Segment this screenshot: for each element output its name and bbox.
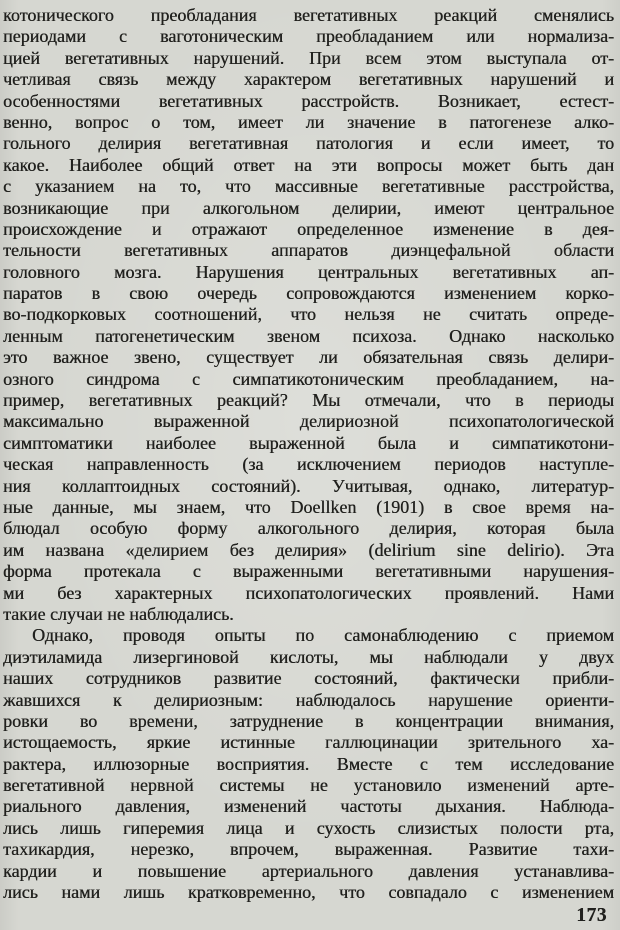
text-line: возникающие при алкогольном делирии, имеют центральное — [3, 197, 614, 218]
text-line: симптоматики наиболее выраженной была и симпатикотони- — [3, 432, 614, 453]
text-line: цией вегетативных нарушений. При всем этом выступала от- — [3, 47, 614, 68]
paragraph-2 — [3, 625, 614, 903]
text-line: тельности вегетативных аппаратов диэнцефальной области — [3, 240, 614, 261]
text-line: им названа «делирием без делирия» (delirium sine delirio). Эта — [3, 539, 614, 560]
text-line: происхождение и отражают определенное изменение в дея- — [3, 218, 614, 239]
text-line: особенностями вегетативных расстройств. Возникает, естест- — [3, 90, 614, 111]
text-line: кардии и повышение артериального давления устанавлива- — [3, 860, 614, 881]
page-text — [3, 5, 614, 903]
text-line: периодами с ваготоническим преобладанием или нормализа- — [3, 26, 614, 47]
text-line: ми без характерных психопатологических проявлений. Нами — [3, 582, 614, 603]
text-line: Однако, проводя опыты по самонаблюдению с приемом — [32, 625, 614, 646]
text-line: паратов в свою очередь сопровождаются изменением корко- — [3, 283, 614, 304]
text-line: ческая направленность (за исключением периодов наступле- — [3, 454, 614, 475]
text-line: ные данные, мы знаем, что Doellken (1901) в свое время на- — [3, 496, 614, 517]
text-line: гольного делирия вегетативная патология и если имеет, то — [3, 133, 614, 154]
text-line: такие случаи не наблюдались. — [3, 603, 234, 624]
text-line: форма протекала с выраженными вегетативными нарушения- — [3, 561, 614, 582]
text-line: ния коллаптоидных состояний). Учитывая, однако, литератур- — [3, 475, 614, 496]
text-line: венно, вопрос о том, имеет ли значение в патогенезе алко- — [3, 111, 614, 132]
text-line: какое. Наиболее общий ответ на эти вопросы может быть дан — [3, 154, 614, 175]
text-line: рактера, иллюзорные восприятия. Вместе с тем исследование — [3, 753, 614, 774]
text-line: головного мозга. Нарушения центральных вегетативных ап- — [3, 261, 614, 282]
text-line: озного синдрома с симпатикотоническим преобладанием, на- — [3, 368, 614, 389]
text-line: блюдал особую форму алкогольного делирия, которая была — [3, 518, 614, 539]
text-line: тахикардия, нерезко, впрочем, выраженная. Развитие тахи- — [3, 839, 614, 860]
text-line: наших сотрудников развитие состояний, фактически прибли- — [3, 668, 614, 689]
text-line: котонического преобладания вегетативных реакций сменялись — [3, 5, 614, 25]
text-line: лись лишь гиперемия лица и сухость слизистых полости рта, — [3, 817, 614, 838]
text-line: это важное звено, существует ли обязательная связь делири- — [3, 347, 614, 368]
text-line: вегетативной нервной системы не установило изменений арте- — [3, 775, 614, 796]
text-line: диэтиламида лизергиновой кислоты, мы наблюдали у двух — [3, 646, 614, 667]
text-line: ленным патогенетическим звеном психоза. Однако насколько — [3, 325, 614, 346]
text-line: пример, вегетативных реакций? Мы отмечали, что в периоды — [3, 390, 614, 411]
text-line: максимально выраженной делириозной психопатологической — [3, 411, 614, 432]
paragraph-1 — [3, 5, 614, 625]
text-line: с указанием на то, что массивные вегетативные расстройства, — [3, 176, 614, 197]
text-line: истощаемость, яркие истинные галлюцинации зрительного ха- — [3, 732, 614, 753]
page-number: 173 — [576, 905, 607, 926]
text-line: ровки во времени, затруднение в концентрации внимания, — [3, 710, 614, 731]
text-line: жавшихся к делириозным: наблюдалось нарушение ориенти- — [3, 689, 614, 710]
text-line: лись нами лишь кратковременно, что совпадало с изменением — [3, 882, 614, 903]
text-line: во-подкорковых соотношений, что нельзя не считать опреде- — [3, 304, 614, 325]
text-line: четливая связь между характером вегетативных нарушений и — [3, 69, 614, 90]
text-line: риального давления, изменений частоты дыхания. Наблюда- — [3, 796, 614, 817]
